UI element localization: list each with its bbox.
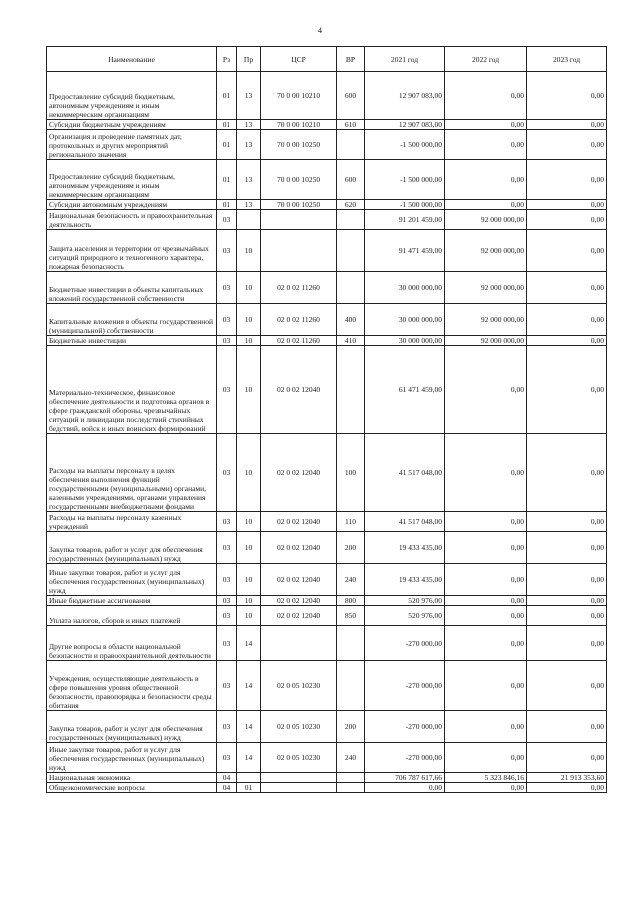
row-2023: 0,00 [527,210,607,230]
row-2023: 0,00 [527,200,607,210]
header-name: Наименование [47,47,217,72]
table-row [47,130,607,160]
row-csr: 70 0 00 10250 [261,200,337,210]
row-csr: 02 0 02 12040 [261,512,337,532]
header-2023: 2023 год [527,47,607,72]
row-pr: 01 [237,783,261,793]
row-2023: 0,00 [527,272,607,304]
row-2021: 12 907 083,00 [365,120,445,130]
row-pr: 13 [237,160,261,200]
row-2021: -1 500 000,00 [365,200,445,210]
row-name: Бюджетные инвестиции в объекты капитальных вложений государственной собственности [47,272,217,304]
row-2022: 92 000 000,00 [445,272,527,304]
row-csr [261,210,337,230]
row-pr: 10 [237,532,261,564]
row-2023: 0,00 [527,304,607,336]
row-pr: 10 [237,564,261,596]
row-vr: 800 [337,596,365,606]
row-vr [337,210,365,230]
row-2022: 0,00 [445,711,527,743]
row-csr: 02 0 02 12040 [261,564,337,596]
row-vr: 200 [337,711,365,743]
row-2022: 0,00 [445,512,527,532]
row-2021: 520 976,00 [365,596,445,606]
row-rz: 03 [217,532,237,564]
row-2022: 5 323 846,16 [445,773,527,783]
row-pr: 10 [237,434,261,512]
row-name: Предоставление субсидий бюджетным, автономным учреждениям и иным некоммерческим организациям [47,72,217,120]
table-row [47,596,607,606]
row-csr: 02 0 02 12040 [261,346,337,434]
table-row [47,532,607,564]
row-2023: 0,00 [527,346,607,434]
row-2022: 0,00 [445,72,527,120]
row-rz: 04 [217,773,237,783]
row-vr [337,272,365,304]
header-rz: Рз [217,47,237,72]
row-name: Учреждения, осуществляющие деятельность в сфере повышения уровня общественной безопасности, правопорядка и безопасности среды обитания [47,661,217,711]
row-vr [337,773,365,783]
row-csr: 02 0 05 10230 [261,711,337,743]
row-rz: 03 [217,210,237,230]
row-name: Расходы на выплаты персоналу казенных учреждений [47,512,217,532]
row-name: Защита населения и территории от чрезвычайных ситуаций природного и техногенного характера, пожарная безопасность [47,230,217,272]
row-2022: 0,00 [445,743,527,773]
row-csr [261,783,337,793]
row-2021: -1 500 000,00 [365,130,445,160]
row-2021: 91 201 459,00 [365,210,445,230]
row-csr: 02 0 02 12040 [261,434,337,512]
table-row [47,773,607,783]
table-row [47,200,607,210]
row-2022: 0,00 [445,130,527,160]
row-2021: 41 517 048,00 [365,512,445,532]
row-name: Материально-техническое, финансовое обеспечение деятельности и подготовка органов в сфере гражданской обороны, чрезвычайных ситуаций и ликвидации последствий стихийных бедствий, войск и иных воинских формирований [47,346,217,434]
row-pr: 10 [237,304,261,336]
row-2021: -270 000,00 [365,661,445,711]
row-2023: 0,00 [527,743,607,773]
table-row [47,210,607,230]
row-rz: 01 [217,72,237,120]
row-vr [337,346,365,434]
table-row [47,564,607,596]
row-name: Расходы на выплаты персоналу в целях обеспечения выполнения функций государственными (муниципальными) органами, казенными учреждениями, органами управления государственными внебюджетными фондами [47,434,217,512]
row-2023: 0,00 [527,434,607,512]
row-vr: 110 [337,512,365,532]
row-csr: 02 0 02 12040 [261,606,337,626]
row-name: Закупка товаров, работ и услуг для обеспечения государственных (муниципальных) нужд [47,532,217,564]
table-row [47,711,607,743]
row-pr: 10 [237,512,261,532]
row-name: Иные закупки товаров, работ и услуг для обеспечения государственных (муниципальных) нужд [47,743,217,773]
row-name: Предоставление субсидий бюджетным, автономным учреждениям и иным некоммерческим организациям [47,160,217,200]
row-csr: 70 0 00 10250 [261,130,337,160]
row-vr [337,130,365,160]
table-body [47,72,607,793]
row-csr: 02 0 02 12040 [261,596,337,606]
row-rz: 01 [217,130,237,160]
row-2022: 0,00 [445,606,527,626]
row-name: Субсидии бюджетным учреждениям [47,120,217,130]
row-vr [337,230,365,272]
table-header-row [47,47,607,72]
row-2022: 0,00 [445,434,527,512]
row-2021: 61 471 459,00 [365,346,445,434]
row-2021: 41 517 048,00 [365,434,445,512]
row-2021: 0,00 [365,783,445,793]
table-row [47,346,607,434]
table-row [47,743,607,773]
header-pr: Пр [237,47,261,72]
row-vr: 410 [337,336,365,346]
row-2021: 706 787 617,66 [365,773,445,783]
row-vr: 600 [337,160,365,200]
row-name: Национальная безопасность и правоохранительная деятельность [47,210,217,230]
table-row [47,160,607,200]
page-number: 4 [318,26,322,35]
row-2023: 0,00 [527,532,607,564]
row-2023: 0,00 [527,661,607,711]
row-2023: 0,00 [527,564,607,596]
row-name: Общеэкономические вопросы [47,783,217,793]
row-pr: 13 [237,120,261,130]
row-vr: 240 [337,743,365,773]
row-csr [261,626,337,661]
row-name: Иные бюджетные ассигнования [47,596,217,606]
row-rz: 03 [217,512,237,532]
row-csr: 70 0 00 10250 [261,160,337,200]
table-row [47,272,607,304]
row-name: Организация и проведение памятных дат, протокольных и других мероприятий регионального значения [47,130,217,160]
row-pr: 10 [237,346,261,434]
row-name: Национальная экономика [47,773,217,783]
row-pr: 10 [237,596,261,606]
table-row [47,230,607,272]
table-row [47,120,607,130]
row-csr: 70 0 00 10210 [261,72,337,120]
row-2023: 0,00 [527,160,607,200]
row-2021: -270 000,00 [365,743,445,773]
table-row [47,72,607,120]
row-pr: 14 [237,626,261,661]
row-2022: 0,00 [445,160,527,200]
row-2023: 0,00 [527,596,607,606]
row-2021: 19 433 435,00 [365,564,445,596]
row-2023: 0,00 [527,783,607,793]
row-rz: 03 [217,596,237,606]
row-name: Субсидии автономным учреждениям [47,200,217,210]
row-csr: 70 0 00 10210 [261,120,337,130]
row-name: Бюджетные инвестиции [47,336,217,346]
row-rz: 03 [217,661,237,711]
row-rz: 03 [217,336,237,346]
table-row [47,336,607,346]
row-vr: 610 [337,120,365,130]
row-2022: 0,00 [445,532,527,564]
row-vr [337,661,365,711]
row-pr: 10 [237,336,261,346]
row-name: Другие вопросы в области национальной безопасности и правоохранительной деятельности [47,626,217,661]
row-pr: 10 [237,606,261,626]
row-name: Уплата налогов, сборов и иных платежей [47,606,217,626]
row-2022: 0,00 [445,564,527,596]
row-rz: 03 [217,434,237,512]
row-pr: 14 [237,661,261,711]
header-2022: 2022 год [445,47,527,72]
row-vr: 620 [337,200,365,210]
row-2022: 0,00 [445,346,527,434]
row-2021: 91 471 459,00 [365,230,445,272]
row-vr: 400 [337,304,365,336]
row-name: Капитальные вложения в объекты государственной (муниципальной) собственности [47,304,217,336]
row-pr: 14 [237,743,261,773]
row-pr [237,210,261,230]
row-vr: 850 [337,606,365,626]
row-2022: 0,00 [445,200,527,210]
row-2021: 30 000 000,00 [365,336,445,346]
row-2022: 92 000 000,00 [445,336,527,346]
row-vr [337,783,365,793]
row-pr: 13 [237,130,261,160]
row-rz: 03 [217,564,237,596]
row-name: Иные закупки товаров, работ и услуг для обеспечения государственных (муниципальных) нужд [47,564,217,596]
row-2021: -270 000,00 [365,711,445,743]
row-csr: 02 0 02 12040 [261,532,337,564]
row-csr [261,773,337,783]
row-vr: 600 [337,72,365,120]
row-csr: 02 0 02 11260 [261,304,337,336]
row-2022: 0,00 [445,661,527,711]
row-rz: 04 [217,783,237,793]
row-2023: 0,00 [527,72,607,120]
table-row [47,606,607,626]
row-2023: 0,00 [527,711,607,743]
row-2022: 92 000 000,00 [445,210,527,230]
row-pr: 14 [237,711,261,743]
row-2022: 0,00 [445,120,527,130]
row-pr: 10 [237,230,261,272]
row-2023: 0,00 [527,120,607,130]
row-vr [337,626,365,661]
row-2021: 520 976,00 [365,606,445,626]
row-pr: 13 [237,72,261,120]
row-2023: 0,00 [527,336,607,346]
budget-table [46,46,607,793]
row-2022: 0,00 [445,783,527,793]
row-2021: 19 433 435,00 [365,532,445,564]
row-2021: -270 000,00 [365,626,445,661]
row-pr [237,773,261,783]
row-vr: 200 [337,532,365,564]
row-pr: 13 [237,200,261,210]
row-rz: 01 [217,200,237,210]
row-2021: 30 000 000,00 [365,272,445,304]
row-2023: 0,00 [527,512,607,532]
row-csr: 02 0 02 11260 [261,272,337,304]
row-2022: 92 000 000,00 [445,230,527,272]
row-2021: 30 000 000,00 [365,304,445,336]
header-csr: ЦСР [261,47,337,72]
table-row [47,434,607,512]
row-csr: 02 0 05 10230 [261,743,337,773]
row-2022: 0,00 [445,626,527,661]
row-vr: 100 [337,434,365,512]
row-rz: 03 [217,304,237,336]
row-vr: 240 [337,564,365,596]
row-rz: 03 [217,711,237,743]
row-csr: 02 0 02 11260 [261,336,337,346]
row-rz: 03 [217,626,237,661]
row-rz: 03 [217,606,237,626]
table-row [47,626,607,661]
row-rz: 01 [217,160,237,200]
row-2023: 21 913 353,60 [527,773,607,783]
row-2021: -1 500 000,00 [365,160,445,200]
row-2023: 0,00 [527,130,607,160]
row-rz: 03 [217,743,237,773]
row-csr [261,230,337,272]
table-row [47,512,607,532]
row-name: Закупка товаров, работ и услуг для обеспечения государственных (муниципальных) нужд [47,711,217,743]
row-2022: 92 000 000,00 [445,304,527,336]
row-rz: 03 [217,230,237,272]
table-row [47,661,607,711]
row-2023: 0,00 [527,230,607,272]
header-2021: 2021 год [365,47,445,72]
row-pr: 10 [237,272,261,304]
row-2021: 12 907 083,00 [365,72,445,120]
row-rz: 01 [217,120,237,130]
row-csr: 02 0 05 10230 [261,661,337,711]
row-rz: 03 [217,272,237,304]
row-rz: 03 [217,346,237,434]
row-2023: 0,00 [527,626,607,661]
table-row [47,783,607,793]
table-row [47,304,607,336]
row-2023: 0,00 [527,606,607,626]
row-2022: 0,00 [445,596,527,606]
header-vr: ВР [337,47,365,72]
